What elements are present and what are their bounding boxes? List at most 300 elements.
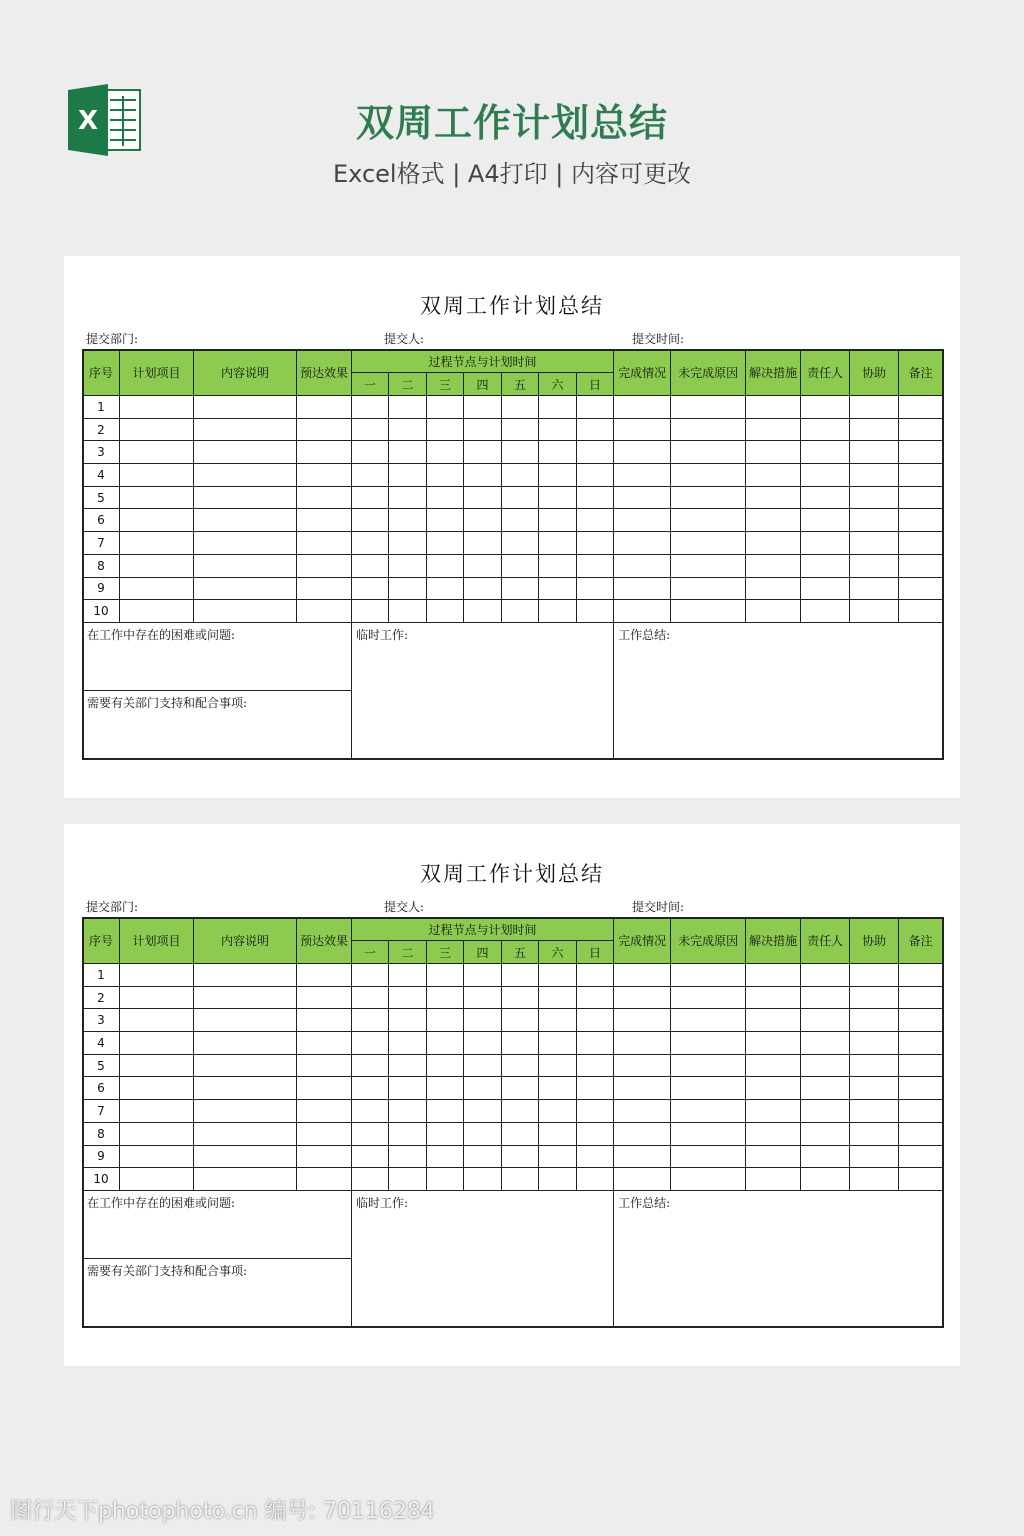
table-cell[interactable]: [389, 486, 427, 509]
table-cell[interactable]: [539, 554, 577, 577]
table-cell[interactable]: [671, 396, 746, 419]
table-cell[interactable]: [899, 1145, 943, 1168]
table-cell[interactable]: [194, 1009, 297, 1032]
table-cell[interactable]: [464, 509, 502, 532]
table-cell[interactable]: [899, 986, 943, 1009]
table-cell[interactable]: [194, 1100, 297, 1123]
table-cell[interactable]: [614, 464, 671, 487]
table-cell[interactable]: [539, 964, 577, 987]
table-cell[interactable]: [352, 1122, 389, 1145]
table-cell[interactable]: [297, 464, 352, 487]
table-cell[interactable]: [502, 577, 539, 600]
table-cell[interactable]: [746, 486, 801, 509]
table-cell[interactable]: [120, 396, 194, 419]
table-cell[interactable]: [120, 1168, 194, 1191]
table-cell[interactable]: [297, 396, 352, 419]
table-cell[interactable]: [502, 1054, 539, 1077]
table-cell[interactable]: [120, 1145, 194, 1168]
table-cell[interactable]: [801, 1032, 850, 1055]
table-cell[interactable]: [297, 441, 352, 464]
table-cell[interactable]: [389, 509, 427, 532]
table-cell[interactable]: [120, 986, 194, 1009]
table-cell[interactable]: [427, 1054, 464, 1077]
table-cell[interactable]: [427, 418, 464, 441]
table-cell[interactable]: [502, 1032, 539, 1055]
table-cell[interactable]: [427, 1032, 464, 1055]
table-cell[interactable]: [427, 1122, 464, 1145]
support-cell[interactable]: [83, 690, 352, 758]
table-cell[interactable]: [502, 396, 539, 419]
table-cell[interactable]: [502, 418, 539, 441]
table-cell[interactable]: [297, 986, 352, 1009]
table-cell[interactable]: [502, 1145, 539, 1168]
table-cell[interactable]: [389, 418, 427, 441]
table-cell[interactable]: [577, 418, 614, 441]
table-cell[interactable]: [671, 1077, 746, 1100]
table-cell[interactable]: [850, 1032, 899, 1055]
table-cell[interactable]: [671, 486, 746, 509]
table-cell[interactable]: [194, 1032, 297, 1055]
table-cell[interactable]: [427, 464, 464, 487]
table-cell[interactable]: [120, 509, 194, 532]
table-cell[interactable]: [194, 418, 297, 441]
table-cell[interactable]: [614, 1032, 671, 1055]
table-cell[interactable]: [194, 600, 297, 623]
table-cell[interactable]: [389, 554, 427, 577]
table-cell[interactable]: [614, 554, 671, 577]
table-cell[interactable]: [801, 964, 850, 987]
table-cell[interactable]: [464, 1122, 502, 1145]
table-cell[interactable]: [352, 532, 389, 555]
table-cell[interactable]: [850, 1009, 899, 1032]
table-cell[interactable]: [389, 532, 427, 555]
table-cell[interactable]: [577, 396, 614, 419]
table-cell[interactable]: [671, 1009, 746, 1032]
table-cell[interactable]: [464, 1168, 502, 1191]
table-cell[interactable]: [352, 986, 389, 1009]
table-cell[interactable]: [899, 600, 943, 623]
table-cell[interactable]: [389, 577, 427, 600]
table-cell[interactable]: [850, 600, 899, 623]
temp-work-cell[interactable]: [352, 622, 614, 758]
table-cell[interactable]: [746, 964, 801, 987]
table-cell[interactable]: [539, 577, 577, 600]
table-cell[interactable]: [899, 486, 943, 509]
table-cell[interactable]: [746, 418, 801, 441]
table-cell[interactable]: [352, 396, 389, 419]
table-cell[interactable]: [539, 1145, 577, 1168]
table-cell[interactable]: [614, 1168, 671, 1191]
table-cell[interactable]: [464, 554, 502, 577]
table-cell[interactable]: [577, 600, 614, 623]
table-cell[interactable]: [427, 1100, 464, 1123]
table-cell[interactable]: [539, 532, 577, 555]
table-cell[interactable]: [120, 554, 194, 577]
table-cell[interactable]: [464, 1100, 502, 1123]
table-cell[interactable]: [464, 464, 502, 487]
table-cell[interactable]: [352, 964, 389, 987]
table-cell[interactable]: [850, 1077, 899, 1100]
table-cell[interactable]: [297, 1032, 352, 1055]
table-cell[interactable]: [389, 964, 427, 987]
table-cell[interactable]: [539, 1009, 577, 1032]
table-cell[interactable]: [194, 441, 297, 464]
table-cell[interactable]: [801, 396, 850, 419]
table-cell[interactable]: [671, 1100, 746, 1123]
table-cell[interactable]: [194, 509, 297, 532]
table-cell[interactable]: [120, 1054, 194, 1077]
table-cell[interactable]: [539, 486, 577, 509]
table-cell[interactable]: [352, 1145, 389, 1168]
table-cell[interactable]: [539, 464, 577, 487]
table-cell[interactable]: [194, 964, 297, 987]
table-cell[interactable]: [464, 986, 502, 1009]
table-cell[interactable]: [577, 577, 614, 600]
table-cell[interactable]: [427, 441, 464, 464]
table-cell[interactable]: [539, 418, 577, 441]
table-cell[interactable]: [614, 1009, 671, 1032]
table-cell[interactable]: [746, 1032, 801, 1055]
table-cell[interactable]: [502, 964, 539, 987]
table-cell[interactable]: [801, 1077, 850, 1100]
table-cell[interactable]: [352, 1077, 389, 1100]
table-cell[interactable]: [850, 1168, 899, 1191]
table-cell[interactable]: [194, 1054, 297, 1077]
table-cell[interactable]: [671, 509, 746, 532]
table-cell[interactable]: [120, 1122, 194, 1145]
table-cell[interactable]: [671, 418, 746, 441]
table-cell[interactable]: [297, 418, 352, 441]
table-cell[interactable]: [801, 1122, 850, 1145]
table-cell[interactable]: [389, 1032, 427, 1055]
table-cell[interactable]: [389, 986, 427, 1009]
table-cell[interactable]: [614, 986, 671, 1009]
table-cell[interactable]: [746, 1100, 801, 1123]
table-cell[interactable]: [746, 986, 801, 1009]
table-cell[interactable]: [389, 600, 427, 623]
table-cell[interactable]: [194, 986, 297, 1009]
table-cell[interactable]: [577, 441, 614, 464]
table-cell[interactable]: [464, 1077, 502, 1100]
table-cell[interactable]: [464, 1032, 502, 1055]
table-cell[interactable]: [297, 1145, 352, 1168]
table-cell[interactable]: [502, 509, 539, 532]
table-cell[interactable]: [464, 486, 502, 509]
table-cell[interactable]: [577, 532, 614, 555]
table-cell[interactable]: [539, 1168, 577, 1191]
table-cell[interactable]: [801, 509, 850, 532]
table-cell[interactable]: [352, 509, 389, 532]
table-cell[interactable]: [297, 1100, 352, 1123]
table-cell[interactable]: [577, 1009, 614, 1032]
table-cell[interactable]: [801, 554, 850, 577]
table-cell[interactable]: [850, 554, 899, 577]
table-cell[interactable]: [120, 418, 194, 441]
table-cell[interactable]: [801, 600, 850, 623]
table-cell[interactable]: [539, 396, 577, 419]
table-cell[interactable]: [577, 554, 614, 577]
table-cell[interactable]: [899, 1009, 943, 1032]
table-cell[interactable]: [850, 486, 899, 509]
table-cell[interactable]: [352, 1168, 389, 1191]
table-cell[interactable]: [464, 600, 502, 623]
table-cell[interactable]: [539, 1100, 577, 1123]
table-cell[interactable]: [427, 1009, 464, 1032]
table-cell[interactable]: [297, 1009, 352, 1032]
table-cell[interactable]: [899, 1077, 943, 1100]
table-cell[interactable]: [577, 986, 614, 1009]
table-cell[interactable]: [352, 418, 389, 441]
summary-cell[interactable]: [614, 622, 943, 758]
table-cell[interactable]: [801, 986, 850, 1009]
table-cell[interactable]: [671, 964, 746, 987]
table-cell[interactable]: [801, 1168, 850, 1191]
table-cell[interactable]: [389, 1077, 427, 1100]
table-cell[interactable]: [120, 1032, 194, 1055]
table-cell[interactable]: [746, 1122, 801, 1145]
table-cell[interactable]: [297, 964, 352, 987]
table-cell[interactable]: [502, 986, 539, 1009]
table-cell[interactable]: [746, 1077, 801, 1100]
table-cell[interactable]: [194, 532, 297, 555]
table-cell[interactable]: [194, 1145, 297, 1168]
table-cell[interactable]: [297, 1122, 352, 1145]
table-cell[interactable]: [194, 1077, 297, 1100]
table-cell[interactable]: [427, 554, 464, 577]
table-cell[interactable]: [671, 986, 746, 1009]
table-cell[interactable]: [297, 532, 352, 555]
table-cell[interactable]: [502, 1168, 539, 1191]
table-cell[interactable]: [464, 441, 502, 464]
table-cell[interactable]: [899, 1032, 943, 1055]
table-cell[interactable]: [577, 1145, 614, 1168]
table-cell[interactable]: [671, 1054, 746, 1077]
table-cell[interactable]: [194, 554, 297, 577]
table-cell[interactable]: [801, 1054, 850, 1077]
table-cell[interactable]: [577, 1122, 614, 1145]
table-cell[interactable]: [502, 1009, 539, 1032]
table-cell[interactable]: [614, 577, 671, 600]
table-cell[interactable]: [899, 532, 943, 555]
table-cell[interactable]: [577, 1168, 614, 1191]
table-cell[interactable]: [427, 532, 464, 555]
table-cell[interactable]: [577, 1054, 614, 1077]
table-cell[interactable]: [671, 532, 746, 555]
table-cell[interactable]: [389, 1100, 427, 1123]
table-cell[interactable]: [120, 464, 194, 487]
table-cell[interactable]: [297, 554, 352, 577]
table-cell[interactable]: [899, 1168, 943, 1191]
table-cell[interactable]: [801, 486, 850, 509]
table-cell[interactable]: [427, 486, 464, 509]
table-cell[interactable]: [389, 1145, 427, 1168]
table-cell[interactable]: [850, 1122, 899, 1145]
table-cell[interactable]: [577, 486, 614, 509]
table-cell[interactable]: [614, 1054, 671, 1077]
table-cell[interactable]: [671, 441, 746, 464]
table-cell[interactable]: [464, 532, 502, 555]
table-cell[interactable]: [502, 486, 539, 509]
table-cell[interactable]: [502, 441, 539, 464]
table-cell[interactable]: [389, 1009, 427, 1032]
problems-cell[interactable]: [83, 622, 352, 690]
table-cell[interactable]: [389, 396, 427, 419]
table-cell[interactable]: [801, 441, 850, 464]
table-cell[interactable]: [194, 577, 297, 600]
table-cell[interactable]: [614, 486, 671, 509]
table-cell[interactable]: [539, 509, 577, 532]
table-cell[interactable]: [746, 509, 801, 532]
table-cell[interactable]: [120, 577, 194, 600]
table-cell[interactable]: [427, 600, 464, 623]
table-cell[interactable]: [427, 1168, 464, 1191]
table-cell[interactable]: [577, 1077, 614, 1100]
table-cell[interactable]: [614, 441, 671, 464]
table-cell[interactable]: [801, 1009, 850, 1032]
table-cell[interactable]: [850, 986, 899, 1009]
table-cell[interactable]: [614, 418, 671, 441]
table-cell[interactable]: [352, 1032, 389, 1055]
table-cell[interactable]: [502, 554, 539, 577]
table-cell[interactable]: [801, 532, 850, 555]
table-cell[interactable]: [899, 577, 943, 600]
table-cell[interactable]: [539, 1032, 577, 1055]
table-cell[interactable]: [614, 1077, 671, 1100]
summary-cell[interactable]: [614, 1190, 943, 1326]
table-cell[interactable]: [746, 441, 801, 464]
table-cell[interactable]: [614, 509, 671, 532]
table-cell[interactable]: [746, 1054, 801, 1077]
table-cell[interactable]: [899, 441, 943, 464]
support-cell[interactable]: [83, 1258, 352, 1326]
table-cell[interactable]: [352, 1009, 389, 1032]
table-cell[interactable]: [120, 532, 194, 555]
table-cell[interactable]: [464, 964, 502, 987]
table-cell[interactable]: [801, 1145, 850, 1168]
table-cell[interactable]: [427, 986, 464, 1009]
table-cell[interactable]: [352, 486, 389, 509]
table-cell[interactable]: [427, 509, 464, 532]
table-cell[interactable]: [297, 1054, 352, 1077]
table-cell[interactable]: [539, 986, 577, 1009]
table-cell[interactable]: [120, 486, 194, 509]
table-cell[interactable]: [389, 1054, 427, 1077]
table-cell[interactable]: [352, 1054, 389, 1077]
table-cell[interactable]: [850, 396, 899, 419]
table-cell[interactable]: [614, 1100, 671, 1123]
table-cell[interactable]: [539, 441, 577, 464]
table-cell[interactable]: [671, 1032, 746, 1055]
table-cell[interactable]: [899, 1100, 943, 1123]
table-cell[interactable]: [899, 554, 943, 577]
table-cell[interactable]: [120, 1100, 194, 1123]
table-cell[interactable]: [297, 1077, 352, 1100]
table-cell[interactable]: [464, 1145, 502, 1168]
table-cell[interactable]: [352, 1100, 389, 1123]
table-cell[interactable]: [746, 1009, 801, 1032]
table-cell[interactable]: [352, 600, 389, 623]
table-cell[interactable]: [539, 1122, 577, 1145]
table-cell[interactable]: [614, 396, 671, 419]
table-cell[interactable]: [427, 1077, 464, 1100]
table-cell[interactable]: [850, 577, 899, 600]
table-cell[interactable]: [389, 1168, 427, 1191]
table-cell[interactable]: [427, 964, 464, 987]
table-cell[interactable]: [464, 396, 502, 419]
table-cell[interactable]: [671, 577, 746, 600]
table-cell[interactable]: [899, 1122, 943, 1145]
problems-cell[interactable]: [83, 1190, 352, 1258]
table-cell[interactable]: [850, 964, 899, 987]
table-cell[interactable]: [577, 1032, 614, 1055]
table-cell[interactable]: [746, 600, 801, 623]
table-cell[interactable]: [464, 577, 502, 600]
table-cell[interactable]: [746, 532, 801, 555]
table-cell[interactable]: [464, 1009, 502, 1032]
table-cell[interactable]: [120, 1009, 194, 1032]
table-cell[interactable]: [850, 1100, 899, 1123]
table-cell[interactable]: [801, 418, 850, 441]
table-cell[interactable]: [352, 554, 389, 577]
table-cell[interactable]: [746, 1145, 801, 1168]
table-cell[interactable]: [850, 532, 899, 555]
table-cell[interactable]: [502, 1100, 539, 1123]
table-cell[interactable]: [899, 964, 943, 987]
table-cell[interactable]: [297, 1168, 352, 1191]
table-cell[interactable]: [671, 554, 746, 577]
table-cell[interactable]: [464, 418, 502, 441]
table-cell[interactable]: [614, 964, 671, 987]
table-cell[interactable]: [577, 1100, 614, 1123]
table-cell[interactable]: [899, 396, 943, 419]
table-cell[interactable]: [577, 964, 614, 987]
table-cell[interactable]: [120, 600, 194, 623]
table-cell[interactable]: [389, 1122, 427, 1145]
table-cell[interactable]: [850, 1145, 899, 1168]
table-cell[interactable]: [120, 964, 194, 987]
table-cell[interactable]: [194, 396, 297, 419]
table-cell[interactable]: [801, 1100, 850, 1123]
table-cell[interactable]: [539, 600, 577, 623]
table-cell[interactable]: [801, 464, 850, 487]
table-cell[interactable]: [297, 486, 352, 509]
table-cell[interactable]: [539, 1077, 577, 1100]
table-cell[interactable]: [120, 1077, 194, 1100]
table-cell[interactable]: [746, 1168, 801, 1191]
table-cell[interactable]: [194, 464, 297, 487]
table-cell[interactable]: [502, 1077, 539, 1100]
table-cell[interactable]: [502, 464, 539, 487]
table-cell[interactable]: [502, 532, 539, 555]
table-cell[interactable]: [899, 509, 943, 532]
table-cell[interactable]: [671, 1145, 746, 1168]
table-cell[interactable]: [502, 600, 539, 623]
table-cell[interactable]: [577, 509, 614, 532]
table-cell[interactable]: [614, 1145, 671, 1168]
table-cell[interactable]: [850, 441, 899, 464]
table-cell[interactable]: [746, 396, 801, 419]
temp-work-cell[interactable]: [352, 1190, 614, 1326]
table-cell[interactable]: [746, 464, 801, 487]
table-cell[interactable]: [850, 464, 899, 487]
table-cell[interactable]: [899, 464, 943, 487]
table-cell[interactable]: [464, 1054, 502, 1077]
table-cell[interactable]: [352, 441, 389, 464]
table-cell[interactable]: [671, 1168, 746, 1191]
table-cell[interactable]: [352, 577, 389, 600]
table-cell[interactable]: [194, 1168, 297, 1191]
table-cell[interactable]: [389, 464, 427, 487]
